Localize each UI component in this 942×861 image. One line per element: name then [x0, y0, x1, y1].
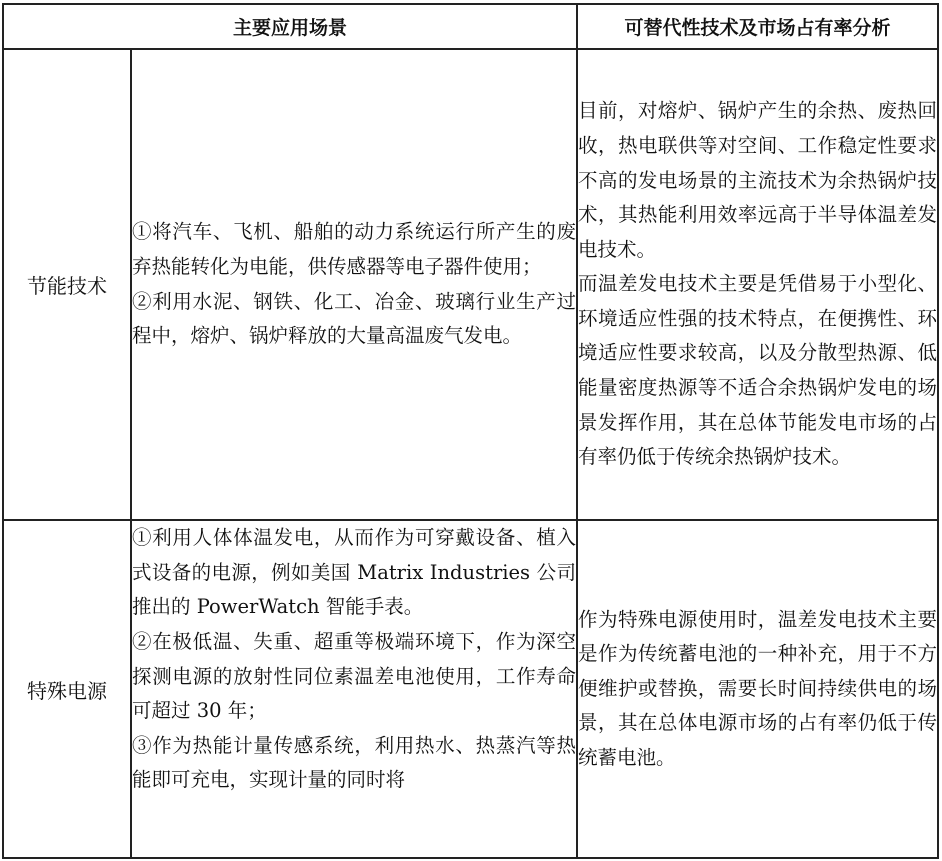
- analysis-paragraph: 目前，对熔炉、锅炉产生的余热、废热回收，热电联供等对空间、工作稳定性要求不高的发电场景的主流技术为余热锅炉技术，其热能利用效率远高于半导体温差发电技术。: [578, 99, 938, 261]
- table-header-row: [3, 4, 938, 49]
- table-row: [3, 520, 938, 858]
- comparison-table: [2, 3, 939, 859]
- analysis-cell: [577, 49, 938, 520]
- scenario-item: ①利用人体体温发电，从而作为可穿戴设备、植入式设备的电源，例如美国 Matrix Industries 公司推出的 PowerWatch 智能手表。: [132, 526, 577, 619]
- header-main-scenarios: 主要应用场景: [3, 4, 577, 49]
- scenario-item: ③作为热能计量传感系统，利用热水、热蒸汽等热能即可充电，实现计量的同时将: [132, 733, 577, 792]
- scenario-item: ②利用水泥、钢铁、化工、冶金、玻璃行业生产过程中，熔炉、锅炉释放的大量高温废气发电。: [132, 289, 577, 348]
- scenario-cell: [131, 520, 577, 858]
- analysis-cell: [577, 520, 938, 858]
- scenario-item: ①将汽车、飞机、船舶的动力系统运行所产生的废弃热能转化为电能，供传感器等电子器件使用；: [132, 220, 577, 278]
- row-label-energy-saving: 节能技术: [3, 49, 131, 520]
- analysis-paragraph: 作为特殊电源使用时，温差发电技术主要是作为传统蓄电池的一种补充，用于不方便维护或替换，需要长时间持续供电的场景，其在总体电源市场的占有率仍低于传统蓄电池。: [578, 607, 938, 769]
- row-label-special-power: 特殊电源: [3, 520, 131, 858]
- header-alternative-analysis: 可替代性技术及市场占有率分析: [577, 4, 938, 49]
- table-row: [3, 49, 938, 520]
- analysis-paragraph: 而温差发电技术主要是凭借易于小型化、环境适应性强的技术特点，在便携性、环境适应性要求较高，以及分散型热源、低能量密度热源等不适合余热锅炉发电的场景发挥作用，其在总体节能发电市场的占有率仍低于传统余热锅炉技术。: [578, 272, 938, 469]
- scenario-cell: [131, 49, 577, 520]
- scenario-item: ②在极低温、失重、超重等极端环境下，作为深空探测电源的放射性同位素温差电池使用，工作寿命可超过 30 年；: [132, 629, 577, 723]
